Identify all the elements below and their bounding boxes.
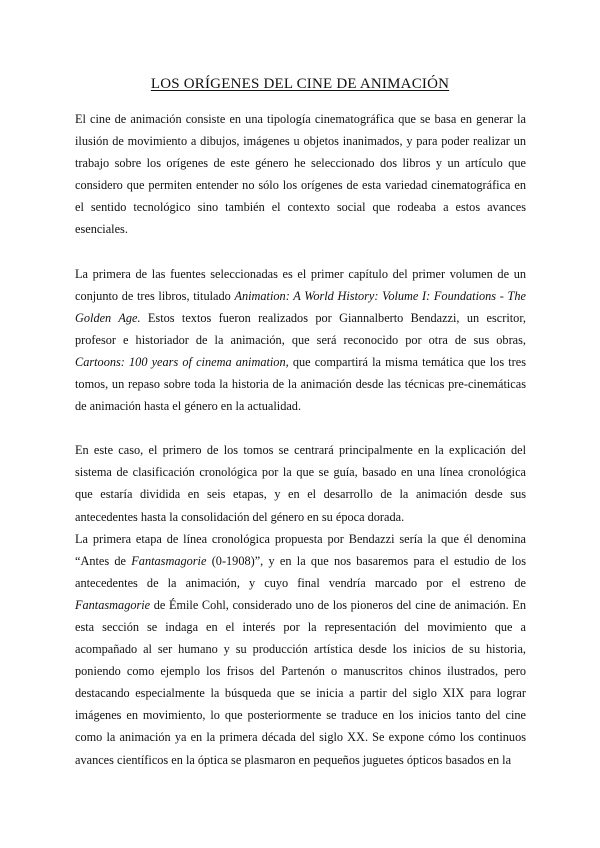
paragraph-text: que compartirá la misma temática que los tres tomos, un repaso sobre toda la historia de la animación desde las técnicas pre-cinemáticas de animación hasta el género en la actualidad. (75, 354, 526, 414)
paragraph-text: de Émile Cohl, considerado uno de los pioneros del cine de animación. En esta sección se indaga en el interés por la representación del movimiento que a acompañado al ser humano y su producción artística desde los inicios de su historia, poniendo como ejemplo los frisos del Partenón o manuscritos chinos ilustrados, pero destacando especialmente la búsqueda que se inicia a partir del siglo XIX para lograr imágenes en movimiento, lo que posteriormente se traduce en los inicios tanto del cine como la animación ya en la primera década del siglo XX. Se expone cómo los continuos avances científicos en la óptica se plasmaron en pequeños juguetes ópticos basados en la (75, 597, 526, 767)
paragraph-text: La primera de las fuentes seleccionadas es el primer capítulo del primer volumen de un conjunto de tres libros, titulado (75, 266, 526, 303)
document-body (75, 108, 526, 771)
paragraph-first-source (75, 263, 526, 418)
paragraph-text: Estos textos fueron realizados por Giannalberto Bendazzi, un escritor, profesor e historiador de la animación, que será reconocido por otra de sus obras, (75, 310, 526, 347)
paragraph-spacer (75, 241, 526, 263)
paragraph-first-stage (75, 528, 526, 771)
book-title-cartoons: Cartoons: 100 years of cinema animation, (75, 354, 289, 369)
paragraph-intro: El cine de animación consiste en una tipología cinematográfica que se basa en generar la ilusión de movimiento a dibujos, imágenes u objetos inanimados, y para poder realizar un trabajo sobre los orígenes de este género he seleccionado dos libros y un artículo que considero que permiten entender no sólo los orígenes de esta variedad cinematográfica en el sentido tecnológico sino también el contexto social que rodeaba a estos avances esenciales. (75, 112, 526, 237)
paragraph-text: (0-1908)”, y en la que nos basaremos para el estudio de los antecedentes de la animación, y cuyo final vendría marcado por el estreno de (75, 553, 526, 590)
film-title-fantasmagorie: Fantasmagorie (131, 553, 207, 568)
paragraph-first-volume: En este caso, el primero de los tomos se centrará principalmente en la explicación del sistema de clasificación cronológica por la que se guía, basado en una línea cronológica que estaría dividida en seis etapas, y en el desarrollo de la animación desde sus antecedentes hasta la consolidación del género en su época dorada. (75, 443, 526, 524)
page-title: LOS ORÍGENES DEL CINE DE ANIMACIÓN (150, 76, 450, 92)
paragraph-spacer (75, 417, 526, 439)
paragraph-text: La primera etapa de línea cronológica propuesta por Bendazzi sería la que él denomina “Antes de (75, 531, 526, 568)
book-title-animation-world-history: Animation: A World History: Volume I: Foundations - The Golden Age. (75, 288, 526, 325)
film-title-fantasmagorie: Fantasmagorie (75, 597, 151, 612)
